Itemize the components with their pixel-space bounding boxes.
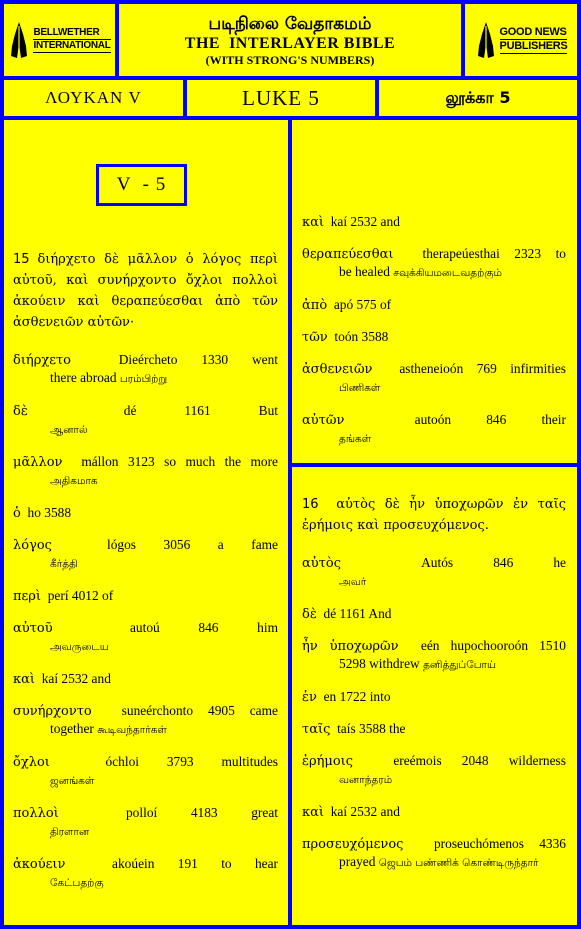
- title-tamil: படிநிலை வேதாகமம்: [208, 13, 372, 34]
- page-subtitle: (WITH STRONG'S NUMBERS): [205, 52, 375, 67]
- word-entry: [13, 702, 278, 739]
- word-entry: [302, 554, 566, 591]
- tamil-gloss: கூடிவந்தார்கள்: [97, 724, 167, 736]
- verse-greek: διήρχετο δὲ μᾶλλον ὁ λόγος περὶ αὐτοῦ, καὶ συνήρχοντο ὄχλοι πολλοὶ ἀκούειν καὶ θεραπεύεσθαι ἀπὸ τῶν ἀσθενειῶν αὐτῶν·: [13, 252, 278, 330]
- greek-word: καὶ: [302, 215, 325, 230]
- translit-strong-english: akoúein 191 to hear: [112, 856, 278, 871]
- greek-word: καὶ: [302, 805, 325, 820]
- greek-word: ἦν ὑποχωρῶν: [302, 639, 399, 654]
- greek-word: λόγος: [13, 538, 52, 553]
- english-continuation: there abroad: [50, 370, 117, 385]
- word-entry: [302, 213, 566, 231]
- verse-16-text: [302, 494, 566, 536]
- word-entry: [302, 245, 566, 282]
- word-entry: [13, 855, 278, 892]
- word-entry: [13, 453, 278, 490]
- word-entry: [302, 328, 566, 346]
- english-book-label: LUKE 5: [187, 80, 375, 116]
- greek-word: ἐρήμοις: [302, 754, 354, 769]
- tamil-gloss: கீர்த்தி: [50, 558, 78, 570]
- word-entry: [302, 296, 566, 314]
- verse-15-continued: [302, 213, 566, 448]
- greek-word: θεραπεύεσθαι: [302, 247, 394, 262]
- translit-strong-english: dé 1161 And: [323, 606, 392, 621]
- good-news-logo: [465, 4, 577, 76]
- logo-line2: PUBLISHERS: [499, 40, 568, 52]
- greek-word: ἐν: [302, 690, 317, 705]
- translit-strong-english: taís 3588 the: [337, 721, 406, 736]
- greek-word: προσευχόμενος: [302, 837, 404, 852]
- tamil-gloss: பிணிகள்: [339, 382, 381, 394]
- tamil-gloss: தங்கள்: [339, 433, 372, 445]
- translit-strong-english: kaí 2532 and: [41, 671, 111, 686]
- translit-strong-english: proseuchómenos 4336: [433, 836, 567, 851]
- tamil-gloss: சவுக்கியமடைவதற்கும்: [393, 267, 502, 279]
- translit-strong-english: autoú 846 him: [129, 620, 278, 635]
- word-entry: [302, 803, 566, 821]
- tamil-gloss: ஜனங்கள்: [50, 775, 95, 787]
- translit-strong-english: óchloi 3793 multitudes: [105, 754, 278, 769]
- word-entry: [13, 587, 278, 605]
- bellwether-logo: [4, 4, 115, 76]
- greek-word: αὐτοῦ: [13, 621, 53, 636]
- translit-strong-english: Autós 846 he: [421, 555, 566, 570]
- word-entry: [302, 688, 566, 706]
- page-title: THE INTERLAYER BIBLE: [184, 34, 396, 52]
- verse-15-text: [13, 249, 278, 333]
- tamil-gloss: வனாந்தரம்: [339, 774, 393, 786]
- greek-word: περὶ: [13, 589, 42, 604]
- tamil-gloss: தனித்துப்போய்: [423, 659, 496, 671]
- praying-hands-icon: [475, 20, 497, 60]
- greek-word: ἀπὸ: [302, 298, 328, 313]
- translit-strong-english: polloí 4183 great: [125, 805, 278, 820]
- tamil-gloss: ஜெபம் பண்ணிக் கொண்டிருந்தார்: [378, 857, 539, 869]
- chapter-label: V - 5: [96, 164, 187, 206]
- greek-word: δὲ: [302, 607, 317, 622]
- translit-strong-english: kaí 2532 and: [330, 214, 400, 229]
- greek-word: διήρχετο: [13, 353, 71, 368]
- english-continuation: 5298 withdrew: [339, 656, 420, 671]
- verse-number: 16: [302, 497, 319, 512]
- word-entry: [13, 504, 278, 522]
- greek-word: τῶν: [302, 330, 328, 345]
- word-entry: [13, 670, 278, 688]
- verse-16-block: [302, 494, 566, 872]
- tamil-gloss: அதிகமாக: [50, 475, 98, 487]
- greek-word: καὶ: [13, 672, 36, 687]
- translit-strong-english: en 1722 into: [323, 689, 391, 704]
- tamil-gloss: அவருடைய: [50, 641, 109, 653]
- translit-strong-english: apó 575 of: [333, 297, 392, 312]
- greek-book-label: ΛΟΥΚΑΝ V: [4, 80, 183, 116]
- word-entry: [302, 835, 566, 872]
- greek-word: ὄχλοι: [13, 755, 50, 770]
- greek-word: πολλοὶ: [13, 806, 59, 821]
- tamil-gloss: கேட்பதற்கு: [50, 877, 104, 889]
- logo-line1: GOOD NEWS: [499, 26, 567, 38]
- translit-strong-english: therapeúesthai 2323 to: [422, 246, 566, 261]
- english-continuation: be healed: [339, 264, 390, 279]
- greek-word: συνήρχοντο: [13, 704, 92, 719]
- translit-strong-english: astheneioón 769 infirmities: [399, 361, 566, 376]
- tamil-gloss: பரம்பிற்று: [119, 373, 168, 385]
- greek-word: ἀκούειν: [13, 857, 66, 872]
- translit-strong-english: ereémois 2048 wilderness: [393, 753, 566, 768]
- word-entry: [13, 804, 278, 841]
- word-entry: [13, 753, 278, 790]
- greek-word: δὲ: [13, 404, 28, 419]
- translit-strong-english: eén hupochooroón 1510: [420, 638, 566, 653]
- title-block: [119, 4, 461, 76]
- greek-word: αὐτῶν: [302, 413, 345, 428]
- english-continuation: together: [50, 721, 94, 736]
- tamil-book-label: லூக்கா 5: [379, 80, 577, 116]
- word-entry: [302, 637, 566, 674]
- translit-strong-english: kaí 2532 and: [330, 804, 400, 819]
- word-entry: [302, 605, 566, 623]
- word-entry: [13, 351, 278, 388]
- english-continuation: prayed: [339, 854, 376, 869]
- translit-strong-english: toón 3588: [334, 329, 389, 344]
- greek-word: ὁ: [13, 506, 21, 521]
- word-entry: [13, 402, 278, 439]
- translit-strong-english: perí 4012 of: [47, 588, 114, 603]
- word-entry: [13, 536, 278, 573]
- logo-line1: BELLWETHER: [33, 27, 110, 40]
- word-entry: [302, 752, 566, 789]
- translit-strong-english: autoón 846 their: [414, 412, 566, 427]
- praying-hands-icon: [8, 20, 30, 60]
- logo-line2: INTERNATIONAL: [33, 40, 111, 51]
- greek-word: αὐτὸς: [302, 556, 341, 571]
- word-entry: [302, 360, 566, 397]
- translit-strong-english: ho 3588: [27, 505, 72, 520]
- word-entry: [13, 619, 278, 656]
- word-entry: [302, 720, 566, 738]
- greek-word: μᾶλλον: [13, 455, 63, 470]
- translit-strong-english: suneérchonto 4905 came: [121, 703, 278, 718]
- translit-strong-english: Dieércheto 1330 went: [118, 352, 278, 367]
- greek-word: ἀσθενειῶν: [302, 362, 373, 377]
- translit-strong-english: mállon 3123 so much the more: [81, 454, 278, 469]
- verse-greek: αὐτὸς δὲ ἦν ὑποχωρῶν ἐν ταῖς ἐρήμοις καὶ προσευχόμενος.: [302, 497, 567, 533]
- verse-15-block: [13, 249, 278, 892]
- greek-word: ταῖς: [302, 722, 331, 737]
- verse-number: 15: [13, 252, 30, 267]
- tamil-gloss: ஆனால்: [50, 424, 88, 436]
- word-entry: [302, 411, 566, 448]
- tamil-gloss: அவர்: [339, 576, 367, 588]
- translit-strong-english: lógos 3056 a fame: [106, 537, 278, 552]
- translit-strong-english: dé 1161 But: [123, 403, 278, 418]
- tamil-gloss: திரளான: [50, 826, 90, 838]
